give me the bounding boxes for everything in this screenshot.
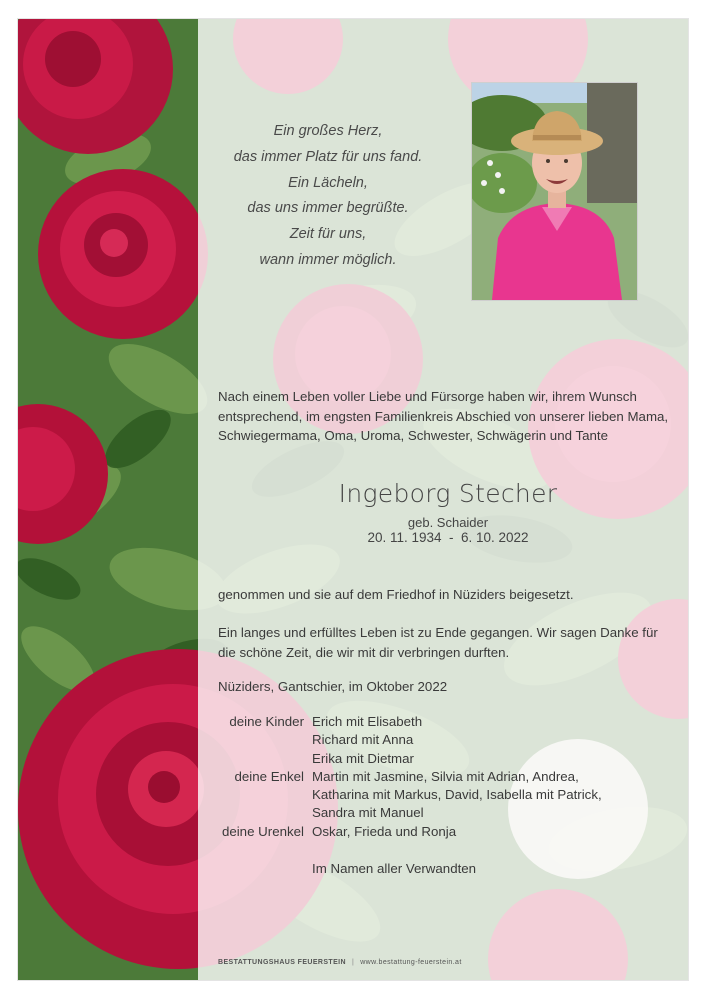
mourner-line: Erika mit Dietmar [312,750,414,766]
portrait-photo [472,83,637,300]
company-name: BESTATTUNGSHAUS FEUERSTEIN [218,959,346,966]
mourner-names [312,713,422,768]
place-date: Nüziders, Gantschier, im Oktober 2022 [218,679,448,694]
poem-line: wann immer möglich. [259,251,397,268]
relation-label: deine Urenkel [221,823,304,839]
website-link[interactable]: www.bestattung-feuerstein.at [360,959,462,966]
closing-text: Im Namen aller Verwandten [312,861,477,876]
footer [218,959,462,966]
relation-label: deine Kinder [229,714,304,729]
mourner-line: Richard mit Anna [312,732,414,748]
obituary-card [18,19,688,980]
mourner-names [312,823,456,841]
poem [218,119,438,274]
mourners-list [218,713,678,841]
poem-line: Ein großes Herz, [273,123,383,139]
burial-text: genommen und sie auf dem Friedhof in Nüziders beigesetzt. [218,587,574,602]
mourner-line: Sandra mit Manuel [312,805,424,821]
mourner-line: Martin mit Jasmine, Silvia mit Adrian, Andrea, [312,768,579,784]
relation-label: deine Enkel [234,768,304,784]
rose-upper [38,169,208,339]
mourner-line: Erich mit Elisabeth [312,714,423,729]
deceased-name: Ingeborg Stecher [338,479,558,508]
intro-text: Nach einem Leben voller Liebe und Fürsorge haben wir, ihrem Wunsch entsprechend, im engsten Familienkreis Abschied von unserer lieben Mama, Schwiegermama, Oma, Uroma, Schwester, Schwägerin und Tante [218,389,669,443]
poem-line: das uns immer begrüßte. [247,200,409,217]
poem-line: das immer Platz für uns fand. [233,148,423,165]
mourner-group-great-grandchildren [218,823,678,841]
poem-line: Ein Lächeln, [288,174,368,191]
footer-separator: | [351,959,355,966]
mourner-group-grandchildren [218,768,678,823]
mourner-line: Oskar, Frieda und Ronja [312,823,457,839]
mourner-group-children [218,713,678,768]
mourner-names [312,768,602,823]
life-dates: 20. 11. 1934 - 6. 10. 2022 [367,530,529,545]
poem-line: Zeit für uns, [289,226,367,243]
thanks-text: Ein langes und erfülltes Leben ist zu Ende gegangen. Wir sagen Danke für die schöne Zeit, die wir mit dir verbringen durften. [218,625,658,660]
mourner-line: Katharina mit Markus, David, Isabella mit Patrick, [312,787,602,803]
maiden-name: geb. Schaider [407,515,489,530]
